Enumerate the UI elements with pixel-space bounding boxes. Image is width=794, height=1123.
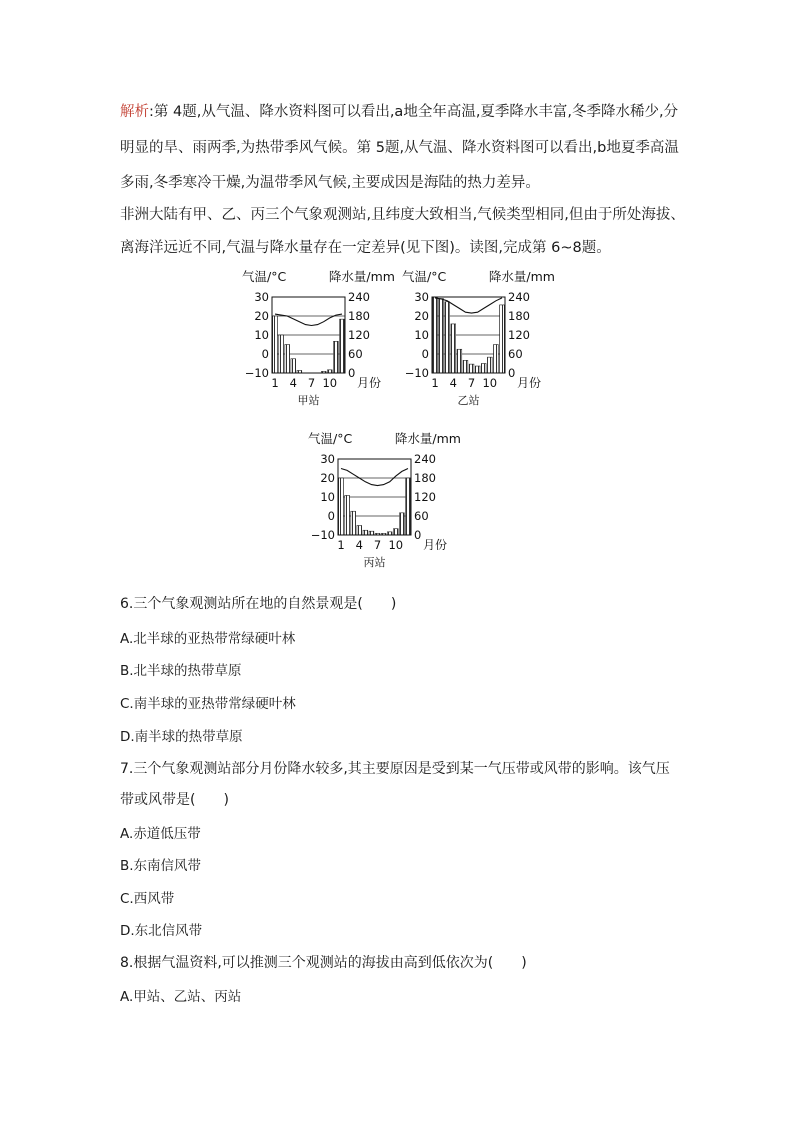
precipitation-bar (279, 335, 284, 373)
temperature-tick-label: 10 (414, 328, 429, 342)
q6-option-a: A.北半球的亚热带常绿硬叶林 (120, 631, 296, 647)
month-tick-label: 7 (373, 538, 382, 552)
intro-line-1: 非洲大陆有甲、乙、丙三个气象观测站,且纬度大致相当,气候类型相同,但由于所处海拔、 (120, 207, 685, 223)
question-6-stem: 6.三个气象观测站所在地的自然景观是( ) (120, 596, 397, 612)
temperature-tick-label: −10 (244, 366, 269, 380)
precipitation-tick-label: 240 (348, 290, 370, 304)
temperature-tick-label: 30 (414, 290, 429, 304)
temperature-tick-label: 0 (327, 509, 335, 523)
precipitation-bar (285, 345, 290, 374)
question-7-stem-line-2: 带或风带是( ) (120, 792, 229, 808)
precipitation-bar (469, 364, 474, 373)
question-7-stem-line-1: 7.三个气象观测站部分月份降水较多,其主要原因是受到某一气压带或风带的影响。该气压 (120, 761, 670, 777)
precipitation-bar (363, 530, 368, 535)
station-name: 丙站 (363, 556, 386, 569)
y-axis-label-temperature: 气温/°C (242, 269, 287, 284)
precipitation-bar (340, 319, 345, 373)
analysis-label: 解析 (120, 104, 149, 120)
precipitation-bar (400, 513, 405, 535)
month-tick-label: 1 (271, 376, 279, 390)
precipitation-bar (481, 364, 486, 374)
precipitation-bar (451, 324, 456, 373)
precipitation-tick-label: 120 (414, 490, 436, 504)
precipitation-tick-label: 180 (348, 309, 370, 323)
month-tick-label: 10 (388, 538, 404, 552)
y-axis-label-precipitation: 降水量/mm (394, 431, 461, 446)
q6-option-b: B.北半球的热带草原 (120, 663, 242, 679)
precipitation-bar (273, 316, 278, 373)
precipitation-tick-label: 180 (414, 471, 436, 485)
temperature-tick-label: 10 (254, 328, 269, 342)
precipitation-bar (494, 345, 499, 374)
climate-chart-2 (402, 269, 555, 407)
q6-option-d: D.南半球的热带草原 (120, 729, 243, 745)
q7-option-a: A.赤道低压带 (120, 826, 201, 842)
temperature-tick-label: 10 (320, 490, 335, 504)
temperature-tick-label: 20 (414, 309, 429, 323)
temperature-tick-label: 20 (320, 471, 335, 485)
month-tick-label: 4 (289, 376, 297, 390)
q7-option-c: C.西风带 (120, 891, 175, 907)
precipitation-tick-label: 60 (414, 509, 429, 523)
precipitation-bar (357, 526, 362, 536)
y-axis-label-precipitation: 降水量/mm (328, 269, 395, 284)
month-tick-label: 1 (337, 538, 345, 552)
temperature-curve (341, 469, 408, 486)
x-axis-label-month: 月份 (422, 538, 448, 552)
x-axis-label-month: 月份 (356, 376, 382, 390)
q8-option-a: A.甲站、乙站、丙站 (120, 989, 242, 1005)
precipitation-bar (369, 531, 374, 535)
intro-line-2: 离海洋远近不同,气温与降水量存在一定差异(见下图)。读图,完成第 6~8题。 (120, 240, 611, 256)
precipitation-bar (487, 357, 492, 373)
precipitation-bar (339, 478, 344, 535)
month-tick-label: 4 (449, 376, 457, 390)
month-tick-label: 4 (355, 538, 363, 552)
month-tick-label: 10 (482, 376, 498, 390)
y-axis-label-temperature: 气温/°C (402, 269, 447, 284)
y-axis-label-precipitation: 降水量/mm (488, 269, 555, 284)
precipitation-bar (334, 341, 339, 373)
q6-option-c: C.南半球的亚热带常绿硬叶林 (120, 696, 296, 712)
precipitation-bar (445, 302, 450, 373)
analysis-line-2: 明显的旱、雨两季,为热带季风气候。第 5题,从气温、降水资料图可以看出,b地夏季高温 (120, 140, 679, 156)
precipitation-tick-label: 240 (508, 290, 530, 304)
precipitation-tick-label: 120 (508, 328, 530, 342)
q7-option-d: D.东北信风带 (120, 923, 203, 939)
temperature-tick-label: 30 (320, 452, 335, 466)
precipitation-bar (439, 299, 444, 373)
month-tick-label: 7 (307, 376, 316, 390)
precipitation-bar (475, 366, 480, 373)
question-8-stem: 8.根据气温资料,可以推测三个观测站的海拔由高到低依次为( ) (120, 955, 527, 971)
precipitation-bar (433, 297, 438, 373)
precipitation-tick-label: 0 (348, 366, 356, 380)
x-axis-label-month: 月份 (516, 376, 542, 390)
month-tick-label: 7 (467, 376, 476, 390)
precipitation-tick-label: 60 (348, 347, 363, 361)
precipitation-tick-label: 0 (508, 366, 516, 380)
analysis-line-3: 多雨,冬季寒冷干燥,为温带季风气候,主要成因是海陆的热力差异。 (120, 175, 540, 191)
station-name: 乙站 (457, 394, 480, 407)
climate-chart-3 (308, 431, 461, 569)
precipitation-bar (457, 349, 462, 373)
climate-chart-1 (242, 269, 395, 407)
precipitation-bar (345, 495, 350, 535)
temperature-tick-label: 20 (254, 309, 269, 323)
precipitation-bar (406, 478, 411, 535)
precipitation-bar (291, 359, 296, 373)
month-tick-label: 10 (322, 376, 338, 390)
precipitation-bar (500, 305, 505, 373)
station-name: 甲站 (297, 394, 320, 407)
y-axis-label-temperature: 气温/°C (308, 431, 353, 446)
precipitation-tick-label: 180 (508, 309, 530, 323)
temperature-tick-label: 0 (421, 347, 429, 361)
temperature-tick-label: 30 (254, 290, 269, 304)
q7-option-b: B.东南信风带 (120, 858, 202, 874)
analysis-line-1: 解析:第 4题,从气温、降水资料图可以看出,a地全年高温,夏季降水丰富,冬季降水稀少,分 (120, 104, 679, 120)
precipitation-tick-label: 120 (348, 328, 370, 342)
precipitation-tick-label: 60 (508, 347, 523, 361)
month-tick-label: 1 (431, 376, 439, 390)
temperature-tick-label: 0 (261, 347, 269, 361)
precipitation-bar (463, 360, 468, 373)
temperature-tick-label: −10 (310, 528, 335, 542)
temperature-tick-label: −10 (404, 366, 429, 380)
precipitation-bar (351, 511, 356, 535)
precipitation-bar (393, 529, 398, 535)
precipitation-tick-label: 0 (414, 528, 422, 542)
precipitation-tick-label: 240 (414, 452, 436, 466)
